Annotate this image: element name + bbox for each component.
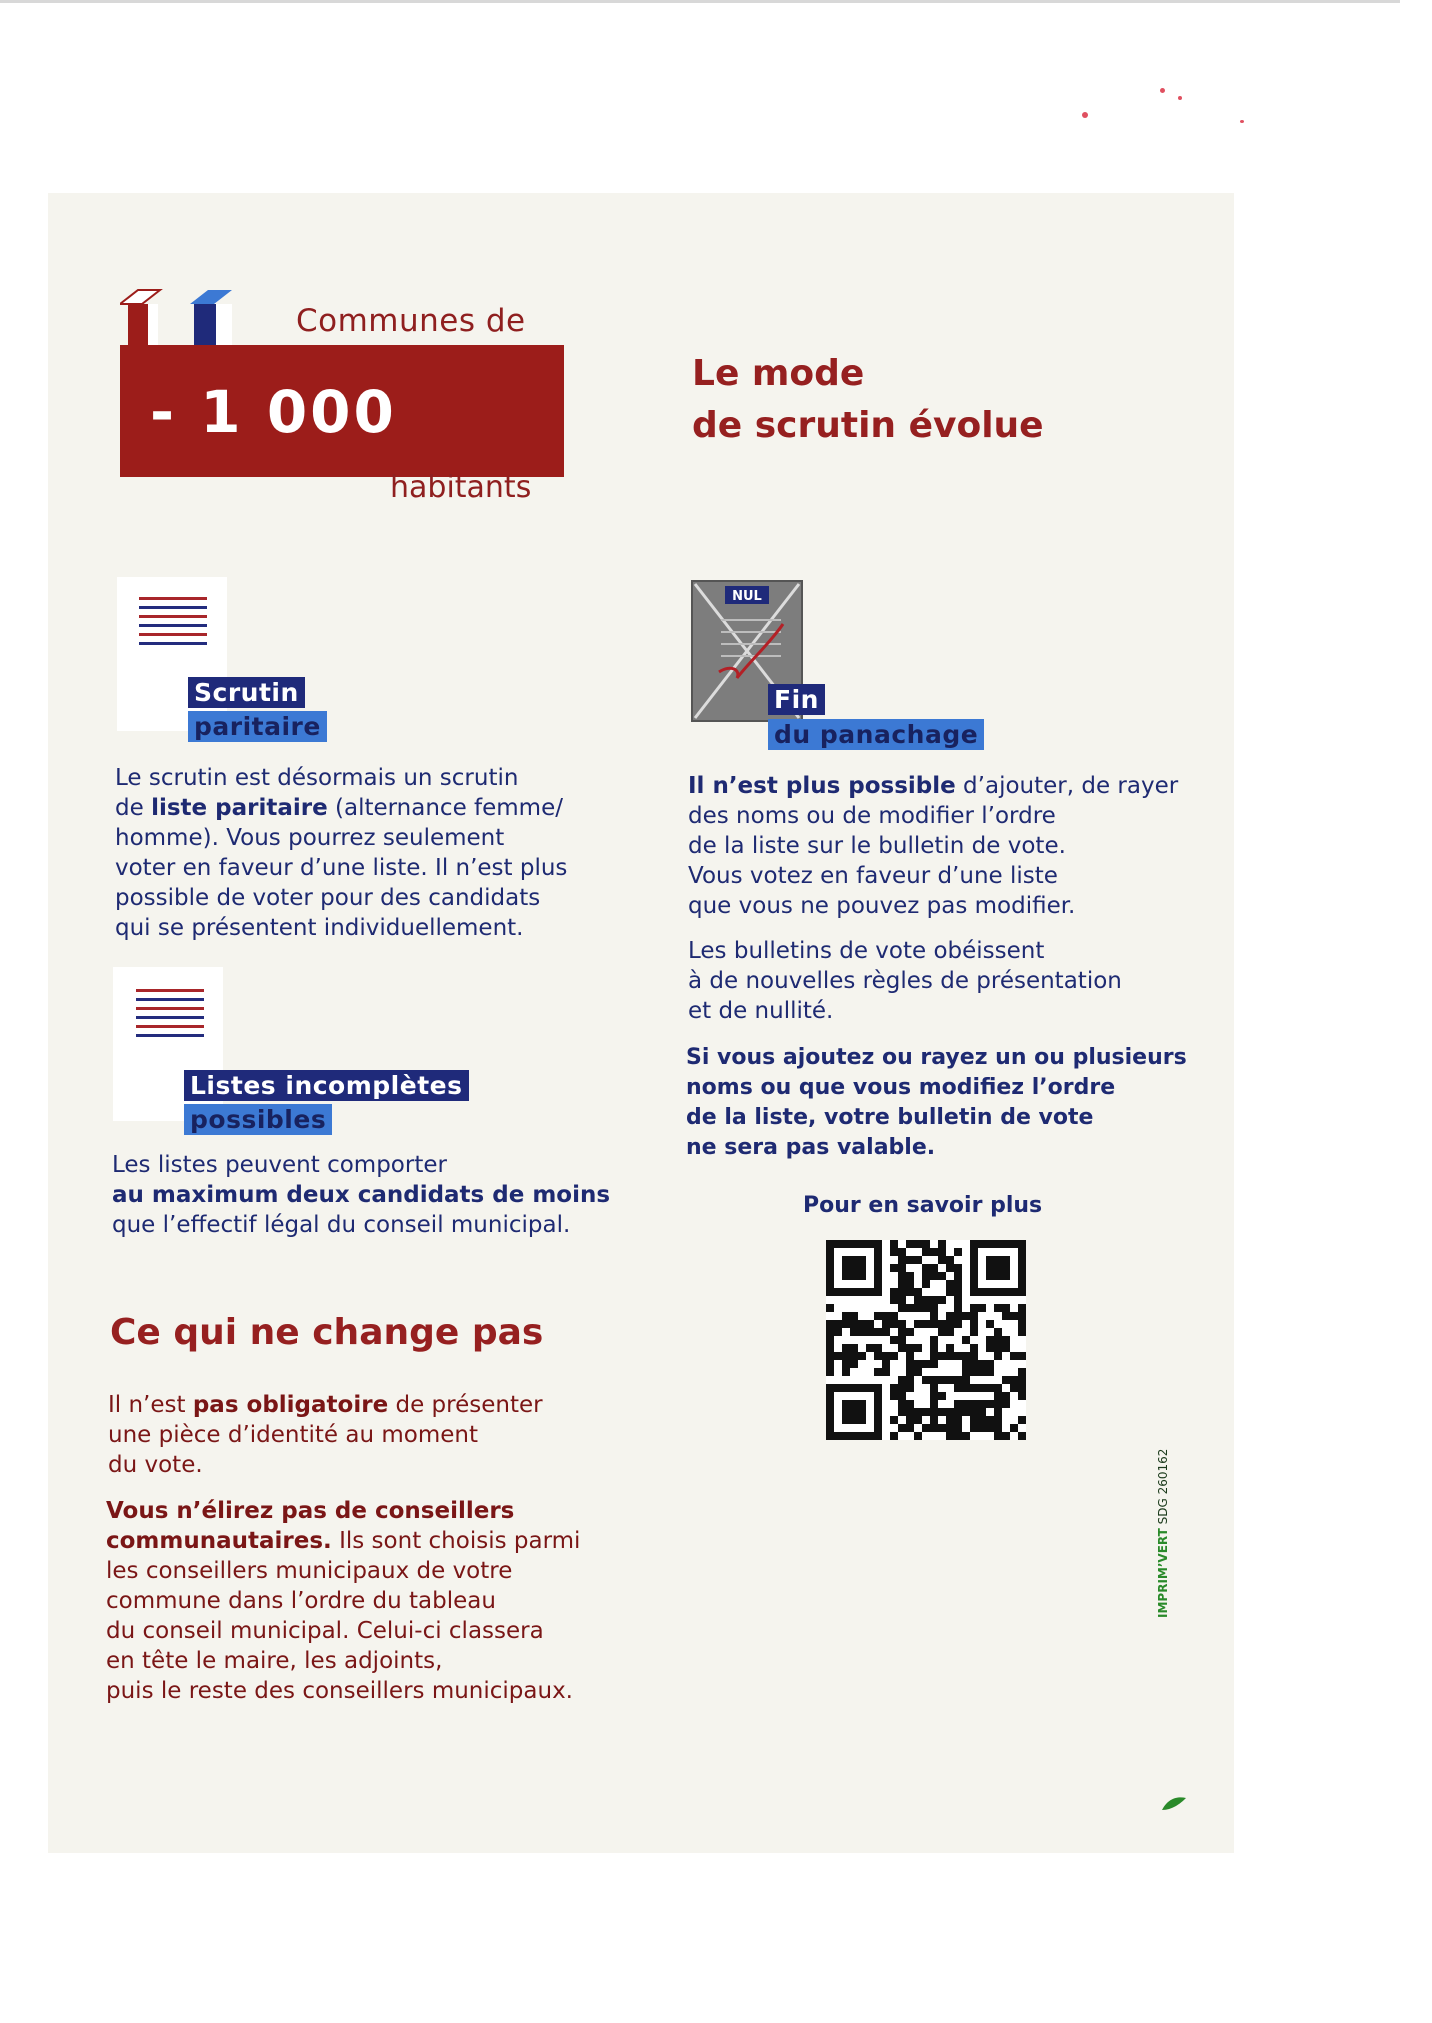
text-line <box>106 1526 580 1556</box>
text-line: Si vous ajoutez ou rayez un ou plusieurs <box>686 1045 1187 1070</box>
text-bold: Il n’est plus possible <box>688 773 956 799</box>
nul-label: NUL <box>732 589 762 604</box>
text-line <box>108 1390 543 1420</box>
text-span: de <box>115 795 152 821</box>
text-line: que vous ne pouvez pas modifier. <box>688 893 1076 919</box>
text-line: du conseil municipal. Celui-ci classera <box>106 1618 544 1644</box>
scan-speck <box>1160 88 1165 93</box>
text-line: des noms ou de modifier l’ordre <box>688 803 1056 829</box>
tag-paritaire: paritaire <box>188 711 327 742</box>
text-line: voter en faveur d’une liste. Il n’est plus <box>115 855 568 881</box>
header-habitants-label: habitants <box>390 470 532 505</box>
fin-panachage-para-2 <box>688 936 1122 1026</box>
fin-panachage-warning <box>686 1043 1187 1163</box>
text-line: Les listes peuvent comporter <box>112 1152 447 1178</box>
text-line: qui se présentent individuellement. <box>115 915 524 941</box>
tag-du-panachage: du panachage <box>768 719 984 750</box>
tag-listes-incompletes: Listes incomplètes <box>184 1070 469 1101</box>
text-span: Il n’est <box>108 1392 193 1418</box>
text-line: possible de voter pour des candidats <box>115 885 541 911</box>
imprim-vert-brand: IMPRIM’VERT <box>1156 1528 1170 1618</box>
text-line: à de nouvelles règles de présentation <box>688 968 1122 994</box>
title-line: Le mode <box>692 353 865 394</box>
text-bold: au maximum deux candidats de moins <box>112 1182 611 1208</box>
text-line: Vous votez en faveur d’une liste <box>688 863 1058 889</box>
text-line: Les bulletins de vote obéissent <box>688 938 1045 964</box>
text-bold: liste paritaire <box>151 795 328 821</box>
text-span: de présenter <box>388 1392 543 1418</box>
text-line: homme). Vous pourrez seulement <box>115 825 505 851</box>
section-title-ce-qui-ne-change-pas: Ce qui ne change pas <box>110 1312 544 1353</box>
text-line: et de nullité. <box>688 998 834 1024</box>
text-line: une pièce d’identité au moment <box>108 1422 478 1448</box>
text-line: Le scrutin est désormais un scrutin <box>115 765 519 791</box>
text-line: noms ou que vous modifiez l’ordre <box>686 1075 1116 1100</box>
savoir-plus-label: Pour en savoir plus <box>803 1193 1043 1218</box>
fin-panachage-para-1 <box>688 771 1178 921</box>
text-span: Ils sont choisis parmi <box>331 1528 581 1554</box>
scan-speck <box>1178 96 1182 100</box>
tag-scrutin: Scrutin <box>188 677 305 708</box>
listes-incompletes-text <box>112 1150 610 1240</box>
imprint-label <box>1156 1449 1170 1618</box>
ballot-lines-icon <box>139 597 207 651</box>
qr-code[interactable] <box>826 1240 1026 1440</box>
tag-possibles: possibles <box>184 1104 332 1135</box>
text-bold: Vous n’élirez pas de conseillers <box>106 1498 515 1524</box>
scan-speck <box>1082 112 1088 118</box>
scrutin-paritaire-text <box>115 763 567 943</box>
text-line <box>112 1180 610 1210</box>
text-line: de la liste sur le bulletin de vote. <box>688 833 1066 859</box>
leaf-icon <box>1162 1796 1186 1810</box>
text-line: ne sera pas valable. <box>686 1135 936 1160</box>
text-bold: pas obligatoire <box>192 1392 389 1418</box>
text-line <box>115 793 567 823</box>
text-span: d’ajouter, de rayer <box>955 773 1179 799</box>
text-span: (alternance femme/ <box>327 795 563 821</box>
header-communes-label: Communes de <box>296 303 526 339</box>
ne-change-pas-para-2 <box>106 1496 580 1706</box>
title-line: de scrutin évolue <box>692 405 1044 446</box>
text-bold: communautaires. <box>106 1528 332 1554</box>
text-line: puis le reste des conseillers municipaux. <box>106 1678 573 1704</box>
text-line: commune dans l’ordre du tableau <box>106 1588 496 1614</box>
text-line: du vote. <box>108 1452 203 1478</box>
text-line: que l’effectif légal du conseil municipal. <box>112 1212 571 1238</box>
header-population-number: - 1 000 <box>150 378 397 446</box>
imprint-code: SDG 260162 <box>1156 1448 1170 1525</box>
ballot-lines-icon <box>136 989 204 1043</box>
text-line <box>106 1496 580 1526</box>
scan-speck <box>1240 120 1244 123</box>
text-line: en tête le maire, les adjoints, <box>106 1648 443 1674</box>
section-title-mode-scrutin <box>692 348 1044 452</box>
text-line: de la liste, votre bulletin de vote <box>686 1105 1094 1130</box>
ne-change-pas-para-1 <box>108 1390 543 1480</box>
text-line: les conseillers municipaux de votre <box>106 1558 513 1584</box>
scan-top-edge <box>0 0 1400 3</box>
tag-fin: Fin <box>768 684 825 715</box>
text-line <box>688 771 1178 801</box>
